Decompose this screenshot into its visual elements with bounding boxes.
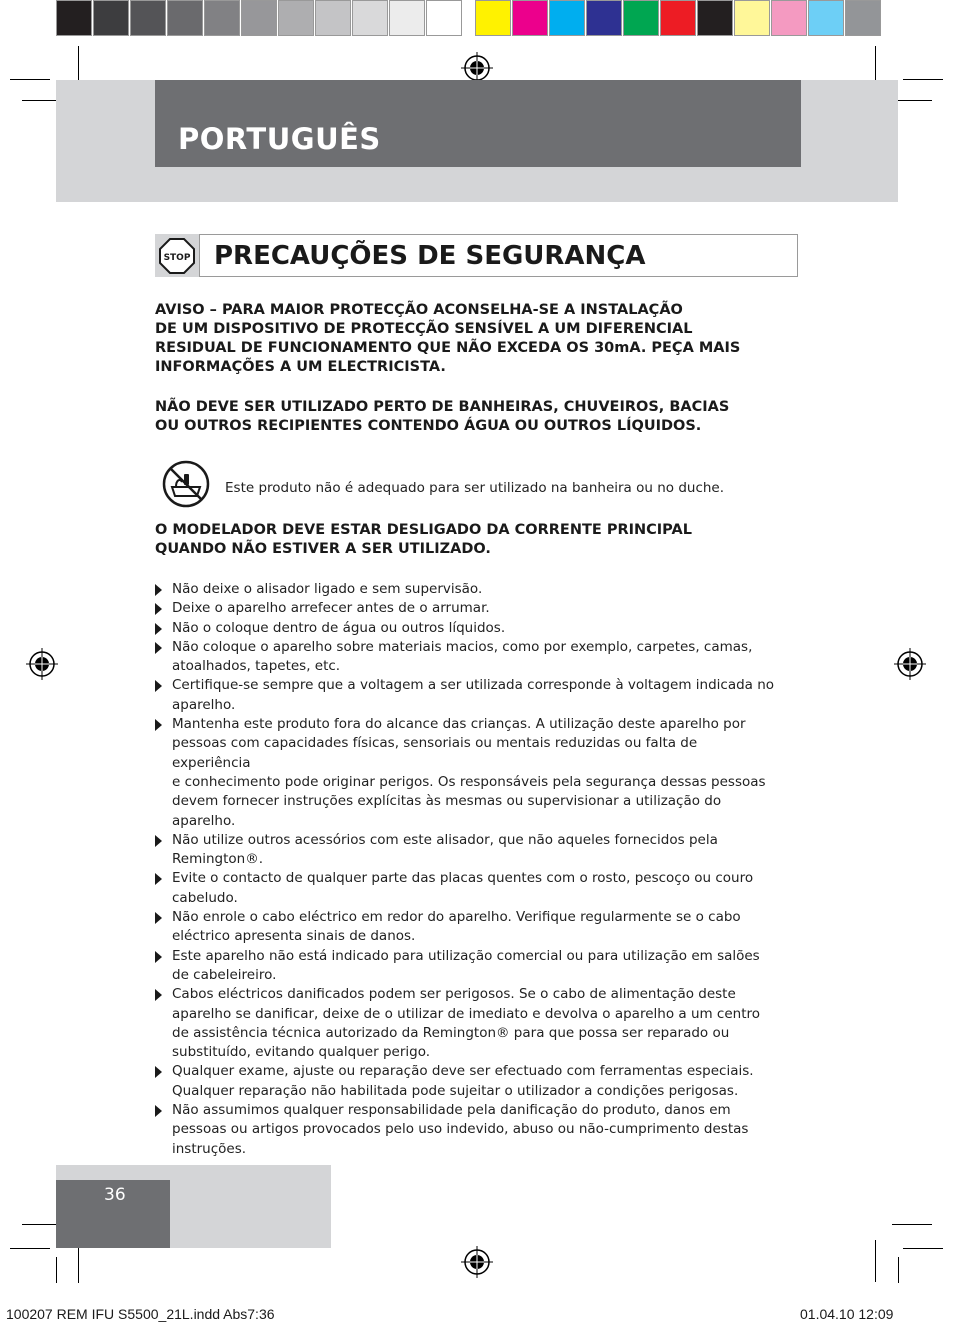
list-item-line: instruções. [172,1140,247,1157]
list-item-line: Remington®. [172,851,264,868]
color-swatch [241,0,277,36]
list-item [155,619,775,638]
color-swatch [697,0,733,36]
list-item [155,638,775,677]
list-item-line: Qualquer exame, ajuste ou reparação deve ser efectuado com ferramentas especiais. [172,1063,754,1080]
rcd-warning [155,301,795,377]
list-item [155,715,775,831]
color-swatch [315,0,351,36]
list-item-line: e conhecimento pode originar perigos. Os responsáveis pela segurança dessas pessoas [172,773,766,790]
list-item-line: Não assumimos qualquer responsabilidade pela danificação do produto, danos em [172,1102,731,1119]
list-item [155,831,775,870]
language-title: PORTUGUÊS [178,122,381,156]
list-item-line: aparelho. [172,812,236,829]
list-item [155,869,775,908]
list-item-line: pessoas ou artigos provocados pelo uso indevido, abuso ou não-cumprimento destas [172,1121,749,1138]
rcd-warning-line: AVISO – PARA MAIOR PROTECÇÃO ACONSELHA-SE A INSTALAÇÃO [155,302,683,318]
list-item [155,1062,775,1101]
list-item-line: cabeludo. [172,889,238,906]
list-item [155,599,775,618]
bullet-arrow-icon [155,1066,162,1078]
list-item-line: pessoas com capacidades físicas, sensoriais ou mentais reduzidas ou falta de experiência [172,735,698,771]
color-swatch [512,0,548,36]
color-swatch [475,0,511,36]
bullet-arrow-icon [155,989,162,1001]
stop-sign-icon [159,238,195,274]
no-bath-icon [162,460,210,508]
list-item [155,676,775,715]
stop-sign-label: STOP [163,253,191,263]
color-swatch [623,0,659,36]
list-item-line: de cabeleireiro. [172,966,277,983]
bullet-arrow-icon [155,603,162,615]
bullet-arrow-icon [155,642,162,654]
color-swatch [56,0,92,36]
stop-sign-cell [155,234,200,277]
list-item [155,947,775,986]
list-item-line: Qualquer reparação não habilitada pode sujeitar o utilizador a condições perigosas. [172,1082,739,1099]
section-title: PRECAUÇÕES DE SEGURANÇA [214,241,646,271]
list-item-line: Certifique-se sempre que a voltagem a ser utilizada corresponde à voltagem indicada no [172,677,775,694]
color-swatch [130,0,166,36]
water-warning-line: OU OUTROS RECIPIENTES CONTENDO ÁGUA OU OUTROS LÍQUIDOS. [155,418,702,434]
list-item-line: aparelho. [172,696,236,713]
color-bar-gap [463,0,475,38]
bullet-arrow-icon [155,1105,162,1117]
water-warning-line: NÃO DEVE SER UTILIZADO PERTO DE BANHEIRAS, CHUVEIROS, BACIAS [155,399,730,415]
bullet-arrow-icon [155,951,162,963]
bullet-arrow-icon [155,584,162,596]
list-item-line: de assistência técnica autorizado da Remington® para que possa ser reparado ou [172,1024,730,1041]
list-item-line: Cabos eléctricos danificados podem ser perigosos. Se o cabo de alimentação deste [172,986,736,1003]
unplug-warning [155,521,795,559]
list-item-line: Evite o contacto de qualquer parte das placas quentes com o rosto, pescoço ou couro [172,870,754,887]
list-item-line: Mantenha este produto fora do alcance das crianças. A utilização deste aparelho por [172,716,746,733]
list-item [155,580,775,599]
list-item-line: Não utilize outros acessórios com este alisador, que não aqueles fornecidos pela [172,831,718,848]
bullet-arrow-icon [155,835,162,847]
color-swatch [204,0,240,36]
bullet-arrow-icon [155,873,162,885]
list-item-line: eléctrico apresenta sinais de danos. [172,928,416,945]
list-item-line: Este aparelho não está indicado para utilização comercial ou para utilização em salões [172,947,760,964]
list-item-line: substituído, evitando qualquer perigo. [172,1044,431,1061]
color-swatch [808,0,844,36]
unplug-warning-line: O MODELADOR DEVE ESTAR DESLIGADO DA CORRENTE PRINCIPAL [155,522,692,538]
registration-mark-icon [461,1246,493,1278]
color-swatch [278,0,314,36]
bullet-arrow-icon [155,680,162,692]
list-item [155,985,775,1062]
page-number: 36 [104,1185,126,1205]
color-swatch [167,0,203,36]
list-item-line: aparelho se danificar, deixe de o utilizar de imediato e devolva o aparelho a um centro [172,1005,761,1022]
color-swatch [586,0,622,36]
list-item-line: Não enrole o cabo eléctrico em redor do aparelho. Verifique regularmente se o cabo [172,909,741,926]
bullet-arrow-icon [155,912,162,924]
color-swatch [389,0,425,36]
color-swatch [93,0,129,36]
list-item-line: Não o coloque dentro de água ou outros líquidos. [172,619,506,636]
list-item-line: Deixe o aparelho arrefecer antes de o arrumar. [172,600,490,617]
bath-note: Este produto não é adequado para ser utilizado na banheira ou no duche. [225,480,725,496]
color-swatch [771,0,807,36]
list-item [155,908,775,947]
color-swatch [426,0,462,36]
registration-mark-icon [894,648,926,680]
bullet-arrow-icon [155,623,162,635]
bullet-arrow-icon [155,719,162,731]
color-swatch [549,0,585,36]
rcd-warning-line: RESIDUAL DE FUNCIONAMENTO QUE NÃO EXCEDA OS 30mA. PEÇA MAIS [155,340,741,356]
unplug-warning-line: QUANDO NÃO ESTIVER A SER UTILIZADO. [155,541,491,557]
color-swatch [352,0,388,36]
registration-mark-icon [26,648,58,680]
list-item-line: Não deixe o alisador ligado e sem supervisão. [172,581,483,597]
color-swatch [660,0,696,36]
rcd-warning-line: INFORMAÇÕES A UM ELECTRICISTA. [155,359,446,375]
list-item-line: devem fornecer instruções explícitas às mesmas ou supervisionar a utilização do [172,793,722,810]
list-item [155,1101,775,1159]
list-item-line: Não coloque o aparelho sobre materiais macios, como por exemplo, carpetes, camas, [172,638,753,655]
color-swatch [845,0,881,36]
print-slug-date: 01.04.10 12:09 [800,1306,894,1322]
safety-bullet-list [155,580,775,1159]
water-warning [155,398,795,436]
list-item-line: atoalhados, tapetes, etc. [172,658,341,675]
color-swatch [734,0,770,36]
rcd-warning-line: DE UM DISPOSITIVO DE PROTECÇÃO SENSÍVEL A UM DIFERENCIAL [155,321,693,337]
print-slug-file: 100207 REM IFU S5500_21L.indd Abs7:36 [6,1306,275,1322]
color-calibration-bar [56,0,882,38]
